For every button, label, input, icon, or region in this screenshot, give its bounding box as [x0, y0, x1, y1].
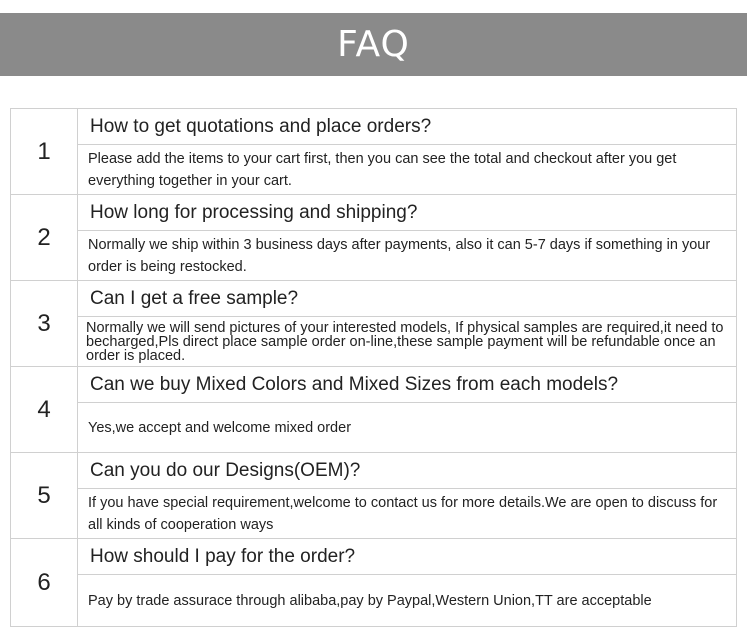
faq-row-4: [10, 367, 737, 453]
faq-row-1: [10, 109, 737, 195]
faq-number: 4: [10, 367, 78, 452]
faq-answer: Normally we ship within 3 business days after payments, also it can 5-7 days if something in your order is being restocked.: [88, 236, 711, 275]
faq-question: How should I pay for the order?: [78, 539, 736, 575]
faq-answer: If you have special requirement,welcome to contact us for more details.We are open to discuss for all kinds of cooperation ways: [88, 494, 718, 533]
faq-answer: Please add the items to your cart first, then you can see the total and checkout after you get everything together in your cart.: [88, 150, 677, 189]
faq-number: 3: [10, 281, 78, 366]
faq-answer: Pay by trade assurace through alibaba,pay by Paypal,Western Union,TT are acceptable: [88, 592, 652, 609]
faq-number: 1: [10, 109, 78, 194]
faq-content: [78, 109, 737, 194]
faq-table: [10, 108, 737, 627]
faq-number: 6: [10, 539, 78, 626]
faq-content: [78, 281, 737, 366]
faq-row-3: [10, 281, 737, 367]
faq-question: Can I get a free sample?: [78, 281, 736, 317]
faq-row-6: [10, 539, 737, 627]
faq-content: [78, 195, 737, 280]
faq-question: Can we buy Mixed Colors and Mixed Sizes from each models?: [78, 367, 736, 403]
page-title: FAQ: [337, 24, 410, 65]
faq-content: [78, 367, 737, 452]
faq-row-2: [10, 195, 737, 281]
faq-number: 2: [10, 195, 78, 280]
faq-answer: Yes,we accept and welcome mixed order: [88, 419, 352, 436]
faq-question: How to get quotations and place orders?: [78, 109, 736, 145]
faq-question: Can you do our Designs(OEM)?: [78, 453, 736, 489]
faq-answer: Normally we will send pictures of your interested models, If physical samples are required,it need to becharged,Pls direct place sample order on-line,these sample payment will be refundable once an order is placed.: [86, 319, 724, 364]
faq-number: 5: [10, 453, 78, 538]
faq-banner: [0, 13, 747, 76]
faq-content: [78, 539, 737, 626]
faq-row-5: [10, 453, 737, 539]
faq-content: [78, 453, 737, 538]
faq-question: How long for processing and shipping?: [78, 195, 736, 231]
